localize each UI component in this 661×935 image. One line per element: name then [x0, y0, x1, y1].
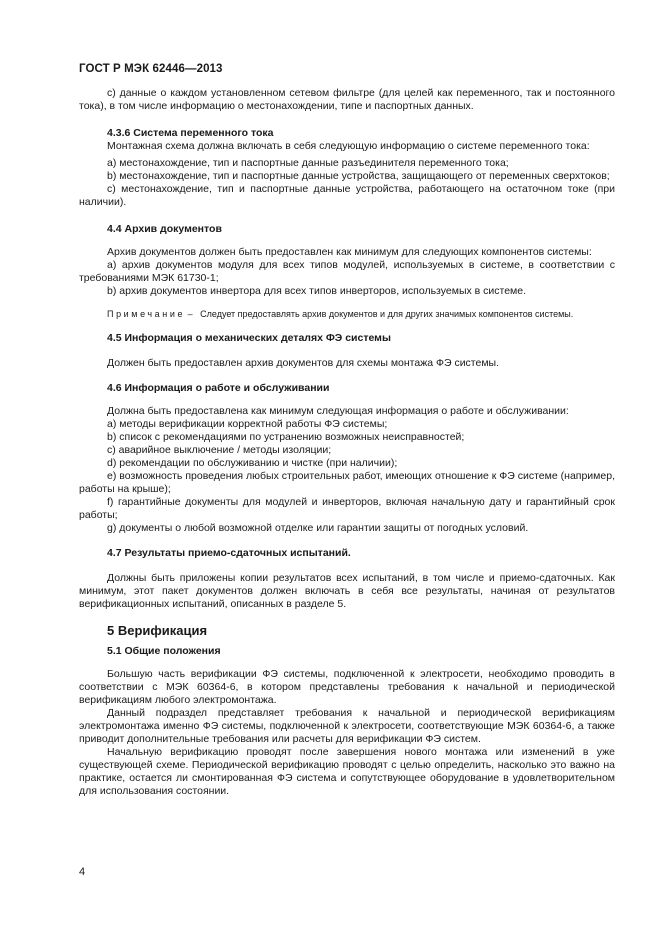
list-item: b) архив документов инвертора для всех типов инверторов, используемых в системе.: [107, 285, 527, 297]
heading-4-6: 4.6 Информация о работе и обслуживании: [107, 382, 330, 394]
list-item: а) местонахождение, тип и паспортные данные разъединителя переменного тока;: [107, 157, 509, 169]
page-number: 4: [79, 866, 86, 878]
list-item: g) документы о любой возможной отделке или гарантии защиты от погодных условий.: [107, 522, 529, 534]
list-item: b) список с рекомендациями по устранению возможных неисправностей;: [107, 431, 465, 443]
list-item: d) рекомендации по обслуживанию и чистке (при наличии);: [107, 457, 398, 469]
list-item: е) возможность проведения любых строительных работ, имеющих отношение к ФЭ системе (например, работы на крыше);: [79, 470, 615, 495]
paragraph-4-3-6-lead: Монтажная схема должна включать в себя следующую информацию о системе переменного тока:: [107, 140, 590, 152]
heading-4-3-6: 4.3.6 Система переменного тока: [107, 127, 274, 139]
note-4-4: [79, 308, 615, 320]
heading-4-5: 4.5 Информация о механических деталях ФЭ системы: [107, 332, 391, 344]
paragraph-5-1-c: Начальную верификацию проводят после завершения нового монтажа или изменений в уже существующей схеме. Периодической верификацию проводят с целью определить, насколько это важно на практике, остается ли смонтированная ФЭ система и сопутствующее оборудование в удовлетворительном для использования состоянии.: [79, 746, 615, 797]
document-header: ГОСТ Р МЭК 62446—2013: [79, 63, 223, 75]
list-item: f) гарантийные документы для модулей и инверторов, включая начальную дату и гарантийный срок работы;: [79, 496, 615, 521]
paragraph-4-5: Должен быть предоставлен архив документов для схемы монтажа ФЭ системы.: [107, 357, 500, 369]
list-item: b) местонахождение, тип и паспортные данные устройства, защищающего от переменных сверхтоков;: [107, 170, 610, 182]
list-item: а) методы верификации корректной работы ФЭ системы;: [107, 418, 388, 430]
note-label: Примечание: [107, 309, 186, 319]
heading-5-1: 5.1 Общие положения: [107, 645, 221, 657]
paragraph-4-6-lead: Должна быть предоставлена как минимум следующая информация о работе и обслуживании:: [107, 405, 569, 417]
document-body: [79, 87, 615, 798]
list-item: а) архив документов модуля для всех типов модулей, используемых в системе, в соответствии с требованиями МЭК 61730-1;: [79, 259, 615, 284]
paragraph-4-4-lead: Архив документов должен быть предоставлен как минимум для следующих компонентов системы:: [107, 246, 592, 258]
paragraph-5-1-b: Данный подраздел представляет требования к начальной и периодической верификациям электромонтажа именно ФЭ системы, подключенной к электросети, соответствующие МЭК 60364-6, а также приводит дополнительные требования или расчеты для верификации ФЭ систем.: [79, 707, 615, 745]
list-item: с) аварийное выключение / методы изоляции;: [107, 444, 332, 456]
heading-4-4: 4.4 Архив документов: [107, 223, 222, 235]
list-item: с) местонахождение, тип и паспортные данные устройства, работающего на остаточном токе (при наличии).: [79, 183, 615, 208]
heading-4-7: 4.7 Результаты приемо-сдаточных испытаний.: [107, 547, 351, 559]
heading-5: 5 Верификация: [107, 623, 208, 638]
paragraph-5-1-a: Большую часть верификации ФЭ системы, подключенной к электросети, необходимо проводить в соответствии с МЭК 60364-6, в котором представлены требования к начальной и периодической верификациям любого электромонтажа.: [79, 668, 615, 706]
note-dash: –: [187, 309, 193, 319]
intro-item-c: с) данные о каждом установленном сетевом фильтре (для целей как переменного, так и постоянного тока), в том числе информацию о местонахождении, типе и паспортных данных.: [79, 87, 615, 112]
note-text: Следует предоставлять архив документов и для других значимых компонентов системы.: [200, 309, 574, 319]
paragraph-4-7: Должны быть приложены копии результатов всех испытаний, в том числе и приемо-сдаточных. Как минимум, этот пакет документов должен включать в себя все результаты, начиная от результатов верификационных испытаний, описанных в разделе 5.: [79, 572, 615, 610]
